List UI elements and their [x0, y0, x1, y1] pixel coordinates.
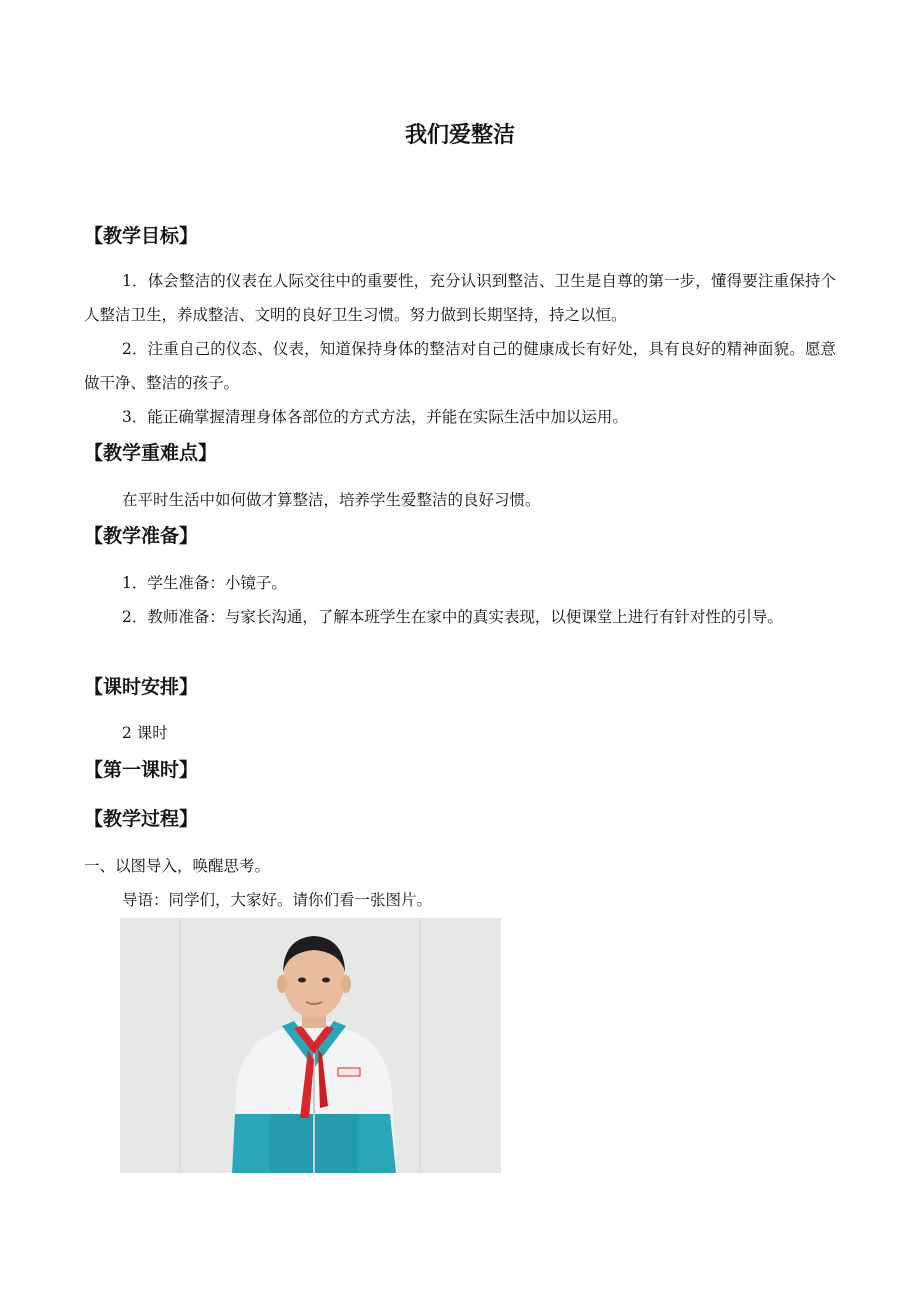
goal-item-1: 1．体会整洁的仪表在人际交往中的重要性，充分认识到整洁、卫生是自尊的第一步，懂得要注重保持个人整洁卫生，养成整洁、文明的良好卫生习惯。努力做到长期坚持，持之以恒。	[84, 272, 836, 324]
goal-item-3: 3．能正确掌握清理身体各部位的方式方法，并能在实际生活中加以运用。	[122, 408, 628, 426]
document-title: 我们爱整洁	[404, 123, 515, 148]
heading-schedule: 【课时安排】	[84, 676, 199, 698]
schedule-text: 2 课时	[122, 724, 168, 742]
heading-teaching-goals: 【教学目标】	[84, 225, 199, 247]
goal-item-2: 2．注重自己的仪态、仪表，知道保持身体的整洁对自己的健康成长有好处，具有良好的精神面貌。愿意做干净、整洁的孩子。	[84, 340, 836, 392]
heading-teaching-process: 【教学过程】	[84, 808, 199, 830]
heading-first-lesson: 【第一课时】	[84, 759, 199, 781]
preparation-item-1: 1．学生准备：小镜子。	[122, 574, 287, 592]
heading-preparation: 【教学准备】	[84, 525, 199, 547]
process-step-1: 一、以图导入，唤醒思考。	[84, 857, 271, 875]
student-photo	[120, 918, 501, 1173]
preparation-item-2: 2．教师准备：与家长沟通，了解本班学生在家中的真实表现，以便课堂上进行有针对性的引导。	[122, 608, 783, 626]
key-points-text: 在平时生活中如何做才算整洁，培养学生爱整洁的良好习惯。	[122, 491, 541, 509]
process-intro: 导语：同学们，大家好。请你们看一张图片。	[122, 891, 433, 909]
heading-key-points: 【教学重难点】	[84, 442, 218, 464]
